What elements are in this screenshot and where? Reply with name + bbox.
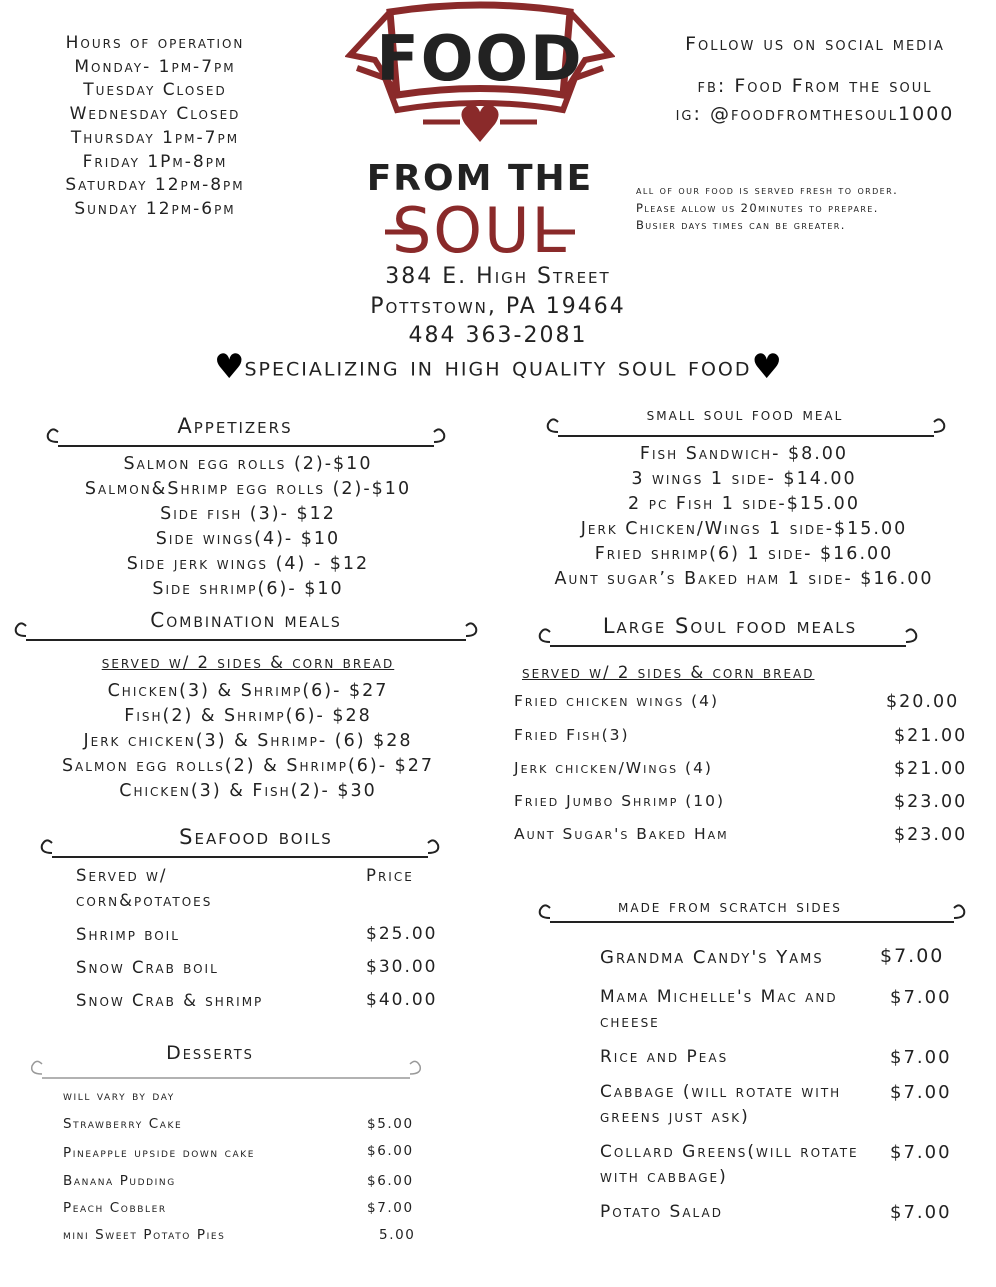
table-row: Snow Crab & shrimp $40.00 [76,990,438,1010]
combination-title: Combination meals [150,608,342,632]
instagram-handle: ig: @foodfromthesoul1000 [675,103,955,125]
list-item: Chicken(3) & Fish(2)- $30 [119,781,377,801]
table-row: Rice and Peas $7.00 [600,1047,952,1068]
section-divider [540,410,952,442]
seafood-title: Seafood boils [179,825,333,849]
hours-title: Hours of operation [65,33,245,53]
combination-list [0,679,496,804]
table-row: Potato Salad $7.00 [600,1202,952,1223]
list-item: Jerk Chicken/Wings 1 side-$15.00 [580,519,908,539]
list-item: Jerk chicken(3) & Shrimp- (6) $28 [83,731,413,751]
list-item: Side fish (3)- $12 [160,504,336,524]
desserts-note: will vary by day [63,1088,175,1104]
table-row: Shrimp boil $25.00 [76,924,438,944]
table-row: Pineapple upside down cake $6.00 [63,1143,414,1161]
table-row: Fried Jumbo Shrimp (10) $23.00 [514,792,968,812]
section-divider [532,620,924,652]
heart-icon: ♥ [214,347,245,387]
logo-text-food: FOOD [376,22,584,95]
table-row: Aunt Sugar's Baked Ham $23.00 [514,825,968,845]
table-row: Banana Pudding $6.00 [63,1173,414,1189]
city-state: Pottstown, PA 19464 [370,293,626,319]
heart-icon: ♥ [751,347,782,387]
table-row: Mama Michelle's Mac and cheese $7.00 [600,987,952,1032]
facebook-handle: fb: Food From the soul [697,75,933,97]
large-meal-table [514,692,967,858]
heart-icon [461,105,498,142]
section-divider [24,1052,428,1084]
section-divider [8,614,484,646]
list-item: Salmon&Shrimp egg rolls (2)-$10 [84,479,412,499]
table-row: mini Sweet Potato Pies 5.00 [63,1227,416,1243]
large-meal-subtitle: served w/ 2 sides & corn bread [522,663,815,682]
appetizers-list [0,452,496,602]
section-divider [34,831,446,863]
address-block [0,262,996,351]
list-item: Fish Sandwich- $8.00 [639,444,849,464]
logo-text-from-the: FROM THE [366,158,594,199]
social-title: Follow us on social media [685,33,945,55]
table-row: Strawberry Cake $5.00 [63,1116,414,1132]
hours-line: Wednesday Closed [69,104,241,125]
seafood-table [76,863,437,1013]
brand-logo [345,0,615,255]
hours-line: Tuesday Closed [83,80,227,101]
hours-line: Friday 1Pm-8pm [82,151,228,172]
logo-text-soul: SOUL [391,194,569,255]
table-row: Snow Crab boil $30.00 [76,957,438,977]
list-item: Fish(2) & Shrimp(6)- $28 [124,706,372,726]
table-row: Peach Cobbler $7.00 [63,1200,414,1216]
list-item: Chicken(3) & Shrimp(6)- $27 [107,681,389,701]
list-item: Salmon egg rolls (2)-$10 [123,454,373,474]
list-item: Salmon egg rolls(2) & Shrimp(6)- $27 [61,756,435,776]
table-header-row: Served w/ corn&potatoes Price [76,866,414,910]
section-divider [532,896,972,928]
table-row: Fried Fish(3) $21.00 [514,726,968,746]
small-meal-title: small soul food meal [646,405,844,425]
phone-number: 484 363-2081 [408,323,588,348]
table-row: Cabbage (will rotate with greens just ask) $7.00 [600,1082,952,1127]
sides-table [600,944,952,1225]
list-item: Fried shrimp(6) 1 side- $16.00 [594,544,894,564]
table-row: Fried chicken wings (4) $20.00 [514,692,960,712]
list-item: Aunt sugar’s Baked ham 1 side- $16.00 [554,569,934,589]
street-address: 384 E. High Street [385,264,611,289]
table-row: Jerk chicken/Wings (4) $21.00 [514,759,968,779]
social-block [630,30,996,128]
desserts-table [63,1088,415,1243]
freshness-note: all of our food is served fresh to order. Please allow us 20minutes to prepare. Busier days times can be greater. [636,183,899,233]
tagline: ♥specializing in high quality soul food♥ [214,347,782,387]
hours-line: Monday- 1pm-7pm [74,56,236,77]
hours-block [20,32,290,222]
sides-title: made from scratch sides [618,897,842,917]
section-divider [40,420,452,452]
hours-line: Saturday 12pm-8pm [65,175,245,196]
table-row: Grandma Candy's Yams $7.00 [600,945,945,968]
large-meal-title: Large Soul food meals [602,614,858,638]
list-item: 3 wings 1 side- $14.00 [631,469,857,489]
hours-line: Sunday 12pm-6pm [74,198,236,219]
table-row: Collard Greens(will rotate with cabbage) $7.00 [600,1142,952,1187]
hours-line: Thursday 1pm-7pm [70,127,240,148]
list-item: 2 pc Fish 1 side-$15.00 [628,494,860,514]
logo-graphic [345,0,615,255]
list-item: Side jerk wings (4) - $12 [126,554,370,574]
small-meal-list [496,442,992,592]
list-item: Side wings(4)- $10 [155,529,341,549]
combination-subtitle: served w/ 2 sides & corn bread [101,653,395,672]
appetizers-title: Appetizers [177,414,293,438]
list-item: Side shrimp(6)- $10 [152,579,344,599]
desserts-title: Desserts [166,1042,254,1064]
